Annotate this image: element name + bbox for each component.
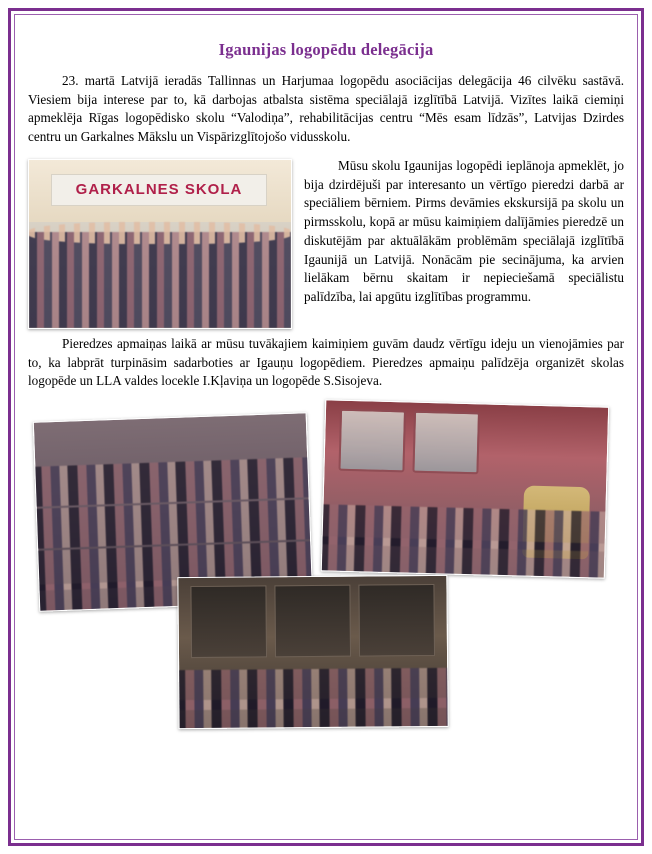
paragraph-intro: 23. martā Latvijā ieradās Tallinnas un Harjumaa logopēdu asociācijas delegācija 46 cilvēku sastāvā. Viesiem bija interese par to, kā darbojas atbalsta sistēma speciālajā izglītībā Latvijā. Vizītes laikā ciemiņi apmeklēja Rīgas logopēdisko skolu “Valodiņa”, rehabilitācijas centru “Mēs esam līdzās”, Latvijas Dzirdes centru un Garkalnes Mākslu un Vispārizglītojošo vidusskolu. [28,73,624,145]
photo-museum-exhibition [177,575,448,729]
audience-row-2 [33,499,313,549]
paragraph-with-photo-block [28,157,624,335]
bus-people-row-2 [321,536,609,579]
bus-window-1 [338,409,406,473]
document-content [28,30,624,820]
museum-panel-2 [274,585,351,658]
page-title: Igaunijas logopēdu delegācija [218,40,434,59]
bus-window-2 [412,411,480,475]
photo-gallery [28,401,624,731]
photo-bus-interior [321,399,609,578]
museum-panel-1 [190,586,267,659]
paragraph-visit: Mūsu skolu Igaunijas logopēdi ieplānoja apmeklēt, jo bija dzirdējuši par interesanto un vērtīgo pieredzi darbā ar speciāliem bērniem. Pirms devāmies ekskursijā pa skolu un pirmsskolu, kopā ar mūsu kaimiņiem dalījāmies pieredzē un diskutējām par aktuālākām problēmām speciālajā izglītībā Igaunijā un Latvijā. Nonācām pie secinājuma, ka arvien lielākam bērnu skaitam ir nepieciešamā speciālistu palīdzība, lai apgūtu izglītības programmu. [304,157,624,305]
photo-crowd [29,232,291,328]
museum-people-row-2 [177,698,448,729]
photo-school-building [28,159,292,329]
paragraph-conclusion: Pieredzes apmaiņas laikā ar mūsu tuvākajiem kaimiņiem guvām daudz vērtīgu ideju un vienojāmies par to, ka labprāt turpināsim sadarboties ar Igauņu logopēdiem. Pieredzes apmaiņu palīdzēja organizēt skolas logopēde un LLA valdes locekle I.Kļaviņa un logopēde S.Sisojeva. [28,335,624,389]
museum-panel-3 [358,584,435,657]
school-sign-text: GARKALNES SKOLA [51,174,267,206]
